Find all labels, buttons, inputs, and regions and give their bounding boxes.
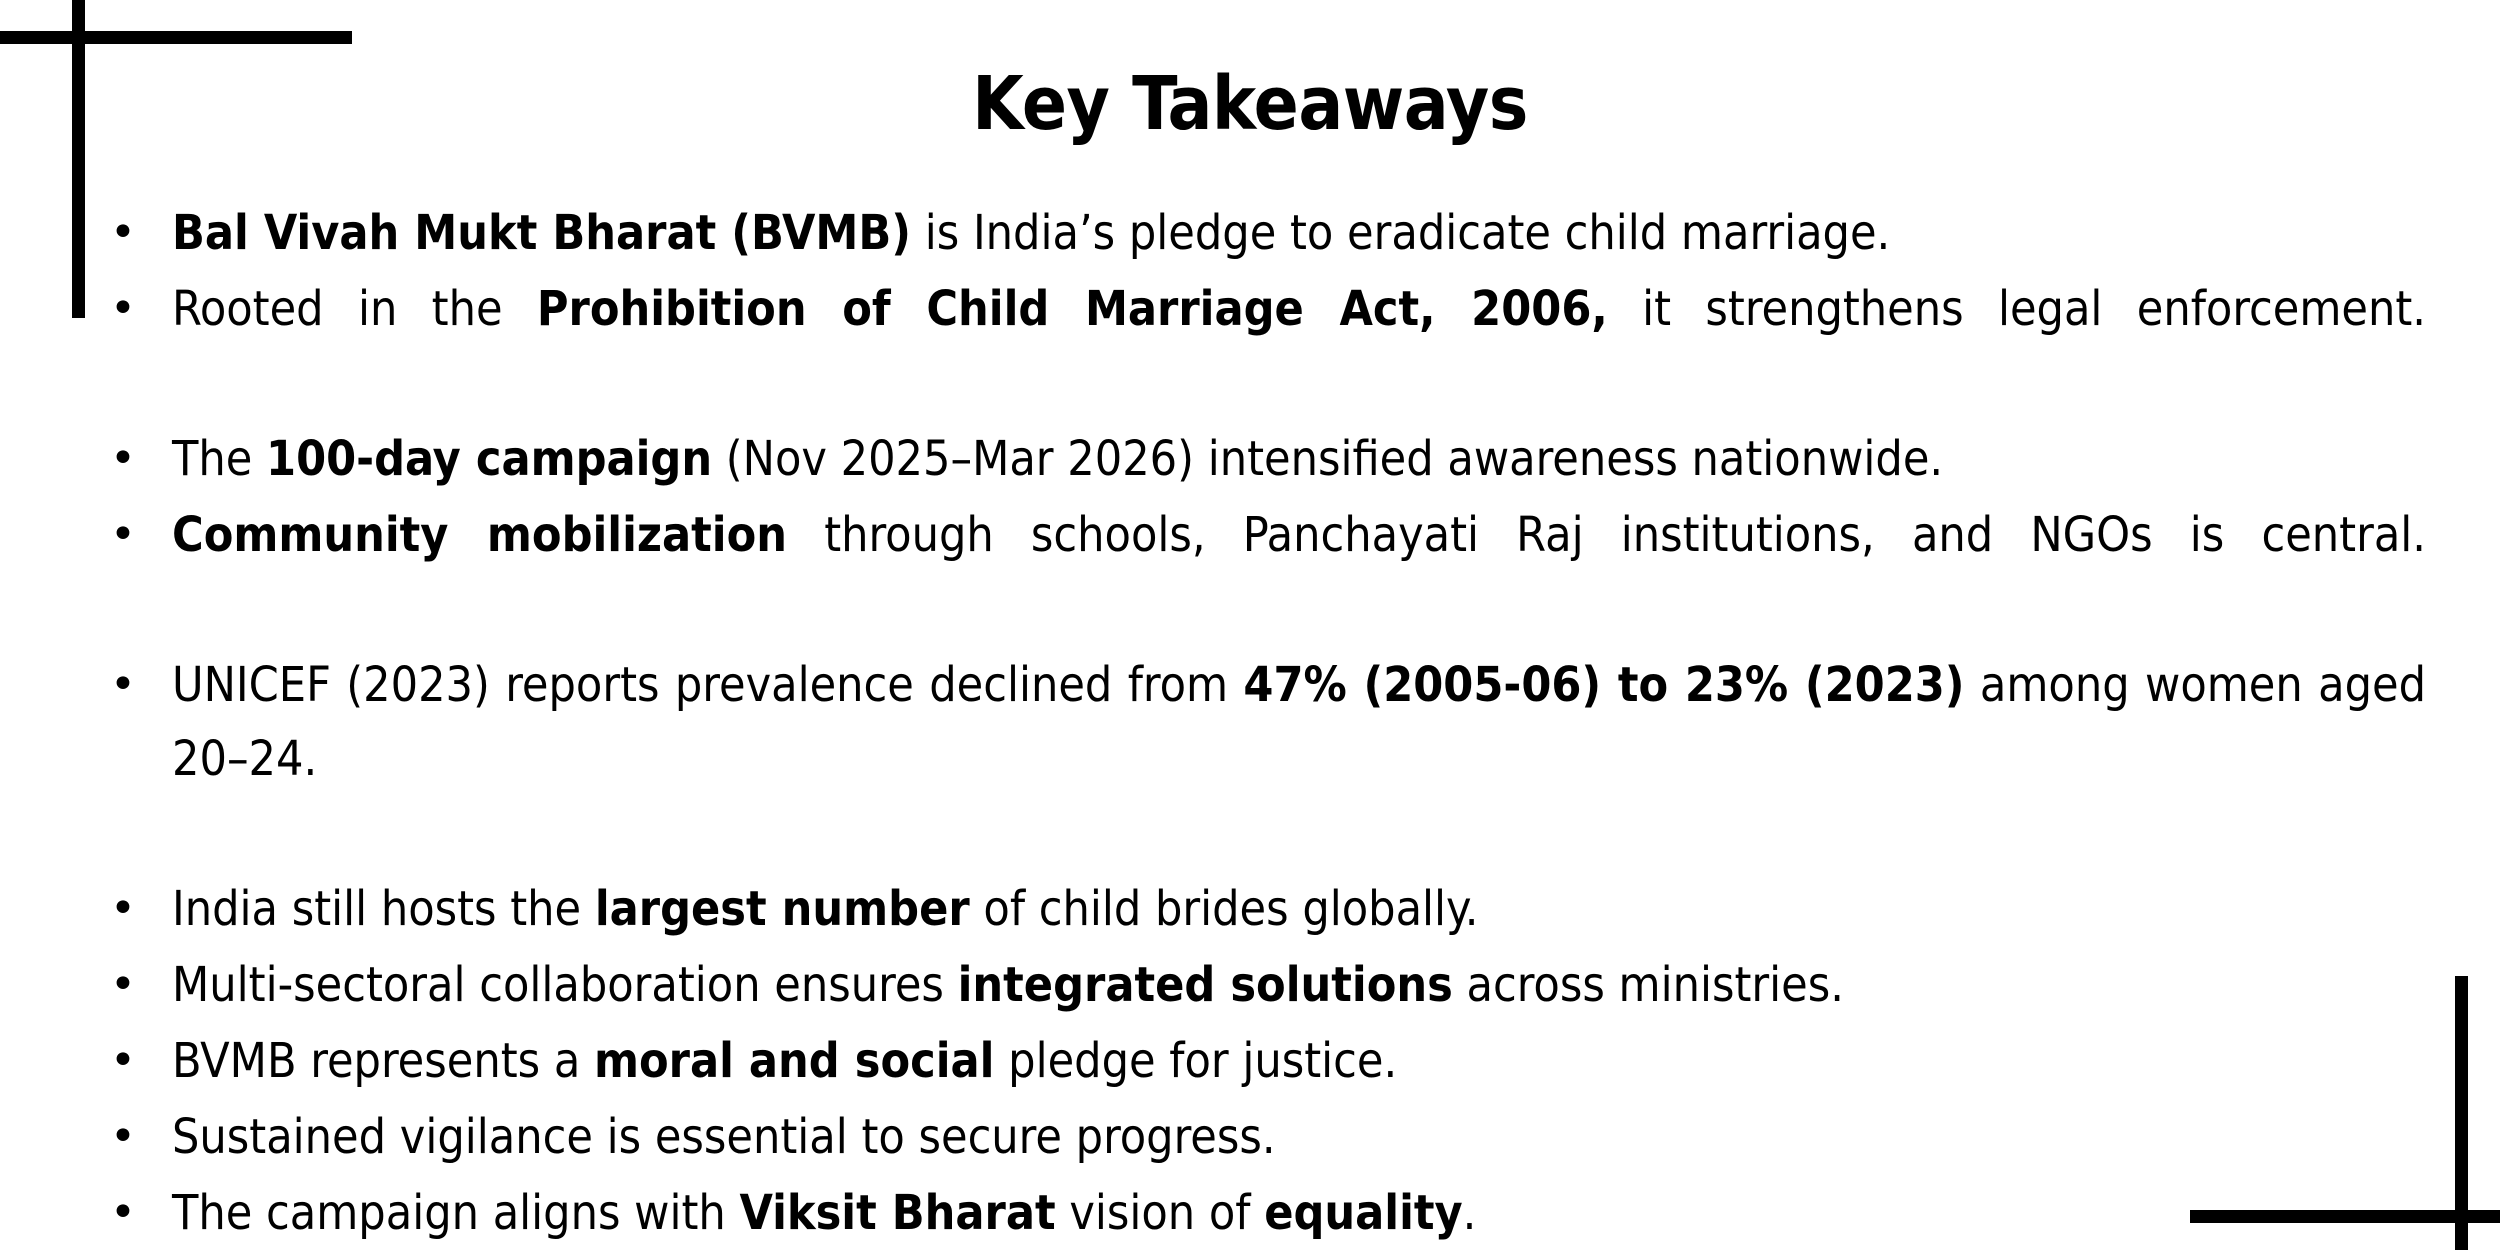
list-item	[104, 1100, 2426, 1174]
list-item	[104, 498, 2426, 646]
bullet-dot-icon: •	[110, 959, 136, 1010]
list-item-text: The campaign aligns with Viksit Bharat vision of equality.	[172, 1185, 1477, 1241]
bullet-dot-icon: •	[110, 1035, 136, 1086]
list-item-text: Rooted in the Prohibition of Child Marriage Act, 2006, it strengthens legal enforcement.	[172, 281, 2426, 337]
bullet-dot-icon: •	[110, 1187, 136, 1238]
bottom-right-vertical-rule-icon	[2455, 976, 2468, 1250]
list-item	[104, 272, 2426, 420]
key-takeaways-list	[104, 196, 2426, 1250]
bullet-dot-icon: •	[110, 207, 136, 258]
list-item-text: UNICEF (2023) reports prevalence declined from 47% (2005-06) to 23% (2023) among women aged 20–24.	[172, 657, 2426, 787]
list-item-text: The 100-day campaign (Nov 2025–Mar 2026) intensified awareness nationwide.	[172, 431, 1944, 487]
bullet-dot-icon: •	[110, 1111, 136, 1162]
page-title: Key Takeaways	[972, 61, 1528, 147]
bullet-dot-icon: •	[110, 883, 136, 934]
top-left-horizontal-rule-icon	[0, 31, 352, 44]
list-item	[104, 1024, 2426, 1098]
list-item	[104, 1176, 2426, 1250]
list-item-text: Bal Vivah Mukt Bharat (BVMB) is India’s pledge to eradicate child marriage.	[172, 205, 1891, 261]
list-item	[104, 948, 2426, 1022]
list-item-text: Sustained vigilance is essential to secure progress.	[172, 1109, 1276, 1165]
top-left-vertical-rule-icon	[72, 0, 85, 318]
list-item	[104, 872, 2426, 946]
list-item-text: Community mobilization through schools, Panchayati Raj institutions, and NGOs is central.	[172, 507, 2427, 563]
list-item	[104, 422, 2426, 496]
list-item-text: Multi-sectoral collaboration ensures integrated solutions across ministries.	[172, 957, 1844, 1013]
list-item-text: BVMB represents a moral and social pledge for justice.	[172, 1033, 1398, 1089]
bullet-dot-icon: •	[110, 659, 136, 710]
bullet-dot-icon: •	[110, 433, 136, 484]
bullet-dot-icon: •	[110, 509, 136, 560]
list-item	[104, 648, 2426, 870]
list-item	[104, 196, 2426, 270]
list-item-text: India still hosts the largest number of child brides globally.	[172, 881, 1479, 937]
bullet-dot-icon: •	[110, 283, 136, 334]
